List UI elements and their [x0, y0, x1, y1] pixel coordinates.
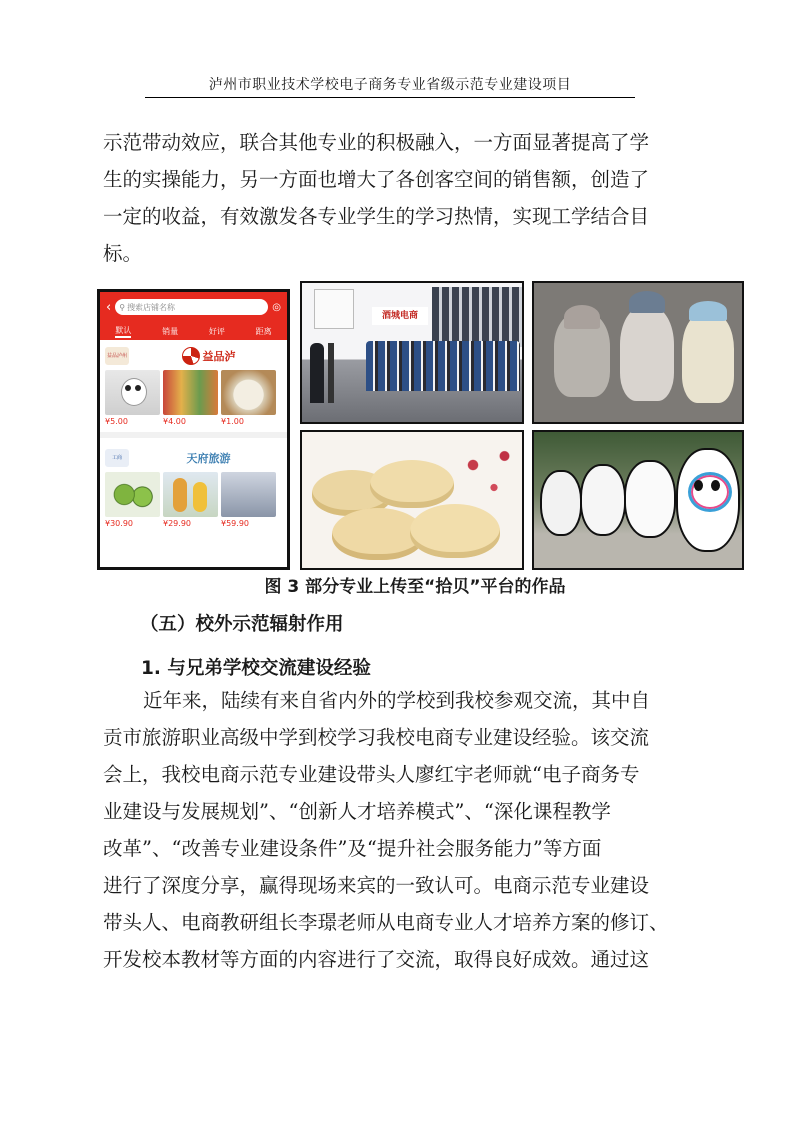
kiwi-image [105, 472, 160, 517]
figure-caption: 图 3 部分专业上传至“拾贝”平台的作品 [264, 577, 566, 597]
back-icon: ‹ [106, 299, 112, 315]
section-heading: （五）校外示范辐射作用 [140, 614, 344, 635]
product-price: ¥5.00 [105, 417, 128, 426]
tab-rating: 好评 [208, 326, 225, 336]
dumpling [370, 460, 454, 508]
text-line: 一定的收益，有效激发各专业学生的学习热情，实现工学结合目 [103, 205, 650, 228]
text-line: 进行了深度分享，赢得现场来宾的一致认可。电商示范专业建设 [103, 874, 650, 897]
paragraph-intro [103, 124, 703, 272]
location-icon: ◎ [272, 301, 281, 313]
product-price: ¥29.90 [163, 519, 191, 528]
shop-brand [135, 346, 282, 366]
text-line: 贡市旅游职业高级中学到校学习我校电商专业建设经验。该交流 [103, 726, 650, 749]
text-line [103, 682, 703, 719]
product-price: ¥4.00 [163, 417, 186, 426]
product-price: ¥1.00 [221, 417, 244, 426]
text-line: 开发校本教材等方面的内容进行了交流，取得良好成效。通过这 [103, 948, 650, 971]
product-grid [100, 368, 287, 428]
app-tabs [100, 322, 287, 340]
clothing-rack [432, 287, 522, 347]
product-card [221, 472, 276, 528]
shop-header [100, 442, 287, 470]
running-header: 泸州市职业技术学校电子商务专业省级示范专业建设项目 [208, 77, 572, 93]
shop-logo: 益品泸州 [105, 347, 129, 365]
text-line: 示范带动效应，联合其他专业的积极融入，一方面显著提高了学 [103, 131, 650, 154]
tripod [328, 343, 334, 403]
app-screenshot [97, 289, 290, 570]
softbox-light [314, 289, 354, 329]
panda-figure [540, 470, 582, 536]
product-card [163, 370, 218, 426]
product-card [105, 370, 160, 426]
search-input [115, 299, 268, 315]
dumpling [410, 504, 500, 558]
text-line: 业建设与发展规划”、“创新人才培养模式”、“深化课程教学 [103, 800, 611, 823]
panda-figure [624, 460, 676, 538]
text-line: 改革”、“改善专业建设条件”及“提升社会服务能力”等方面 [103, 837, 602, 860]
product-grid [100, 470, 287, 530]
workshop-image [221, 472, 276, 517]
paragraph-exchange [103, 682, 703, 978]
shop-brand-name: 益品泸 [202, 350, 236, 363]
subsection-heading: 1. 与兄弟学校交流建设经验 [141, 658, 371, 679]
tab-default: 默认 [115, 325, 131, 338]
panda-mascots-photo [532, 430, 744, 570]
students-row [366, 341, 520, 391]
text-line: 生的实操能力，另一方面也增大了各创客空间的销售额，创造了 [103, 168, 650, 191]
shop-brand [135, 448, 282, 468]
product-card [221, 370, 276, 426]
photographer [310, 343, 324, 403]
app-search-bar [100, 292, 287, 322]
search-placeholder: 搜索店铺名称 [127, 302, 176, 312]
header-rule [145, 97, 635, 98]
product-card [105, 472, 160, 528]
shop-logo: 工商 [105, 449, 129, 467]
swirl-logo-icon [182, 347, 200, 365]
text-line: 标。 [103, 242, 143, 265]
dumplings-photo [300, 430, 524, 570]
studio-photo [300, 281, 524, 424]
product-card [163, 472, 218, 528]
text-line: 带头人、电商教研组长李璟老师从电商专业人才培养方案的修订、 [103, 911, 669, 934]
separator [100, 432, 287, 438]
handicraft-image [163, 370, 218, 415]
text-line: 会上，我校电商示范专业建设带头人廖红宇老师就“电子商务专 [103, 763, 640, 786]
bun-image [221, 370, 276, 415]
panda-figure-image [105, 370, 160, 415]
doll-cream [682, 313, 734, 403]
tab-sales: 销量 [162, 326, 179, 336]
panda-figure [676, 448, 740, 552]
text-line-content: 近年来，陆续有来自省内外的学校到我校参观交流，其中自 [143, 689, 651, 712]
tab-distance: 距离 [255, 326, 272, 336]
doll-white [620, 307, 674, 401]
knit-dolls-photo [532, 281, 744, 424]
studio-sign: 酒城电商 [372, 307, 428, 325]
panda-figure [580, 464, 626, 536]
dough-sculpture-image [163, 472, 218, 517]
shop-brand-name: 天府旅游 [186, 452, 231, 465]
shop-header [100, 340, 287, 368]
product-price: ¥30.90 [105, 519, 133, 528]
product-price: ¥59.90 [221, 519, 249, 528]
search-icon: ⚲ [119, 302, 126, 312]
